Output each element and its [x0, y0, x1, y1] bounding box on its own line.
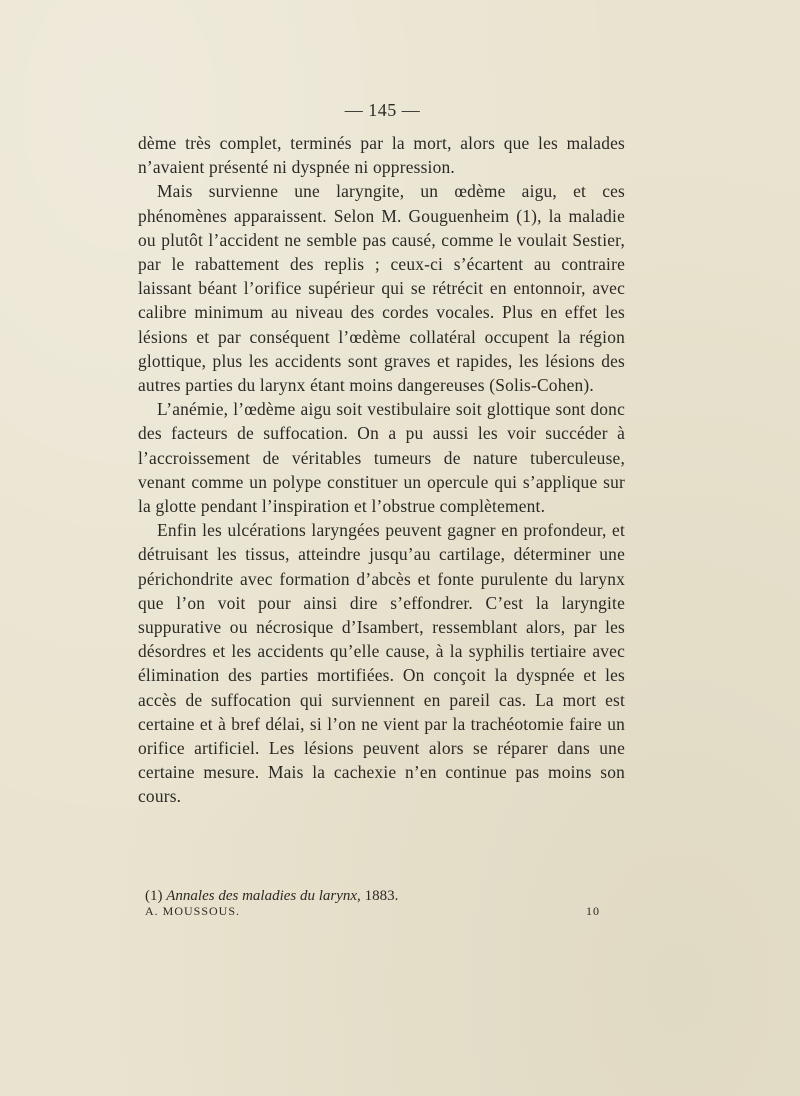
footnote-marker: (1) [145, 888, 163, 904]
page-number: — 145 — [344, 100, 421, 120]
paragraph-laryngite: Mais survienne une laryngite, un œdème aigu, et ces phénomènes apparaissent. Selon M. Gouguenheim (1), la maladie ou plutôt l’accident ne semble pas causé, comme le voulait Sestier, par le rabattement des replis ; ceux-ci s’écartent au contraire laissant béant l’orifice supérieur qui se rétrécit en entonnoir, avec calibre minimum au niveau des cordes vocales. Plus en effet les lésions et par conséquent l’œdème collatéral occupent la région glottique, plus les accidents sont graves et rapides, les lésions des autres parties du larynx étant moins dangereuses (Solis-Cohen). [138, 181, 625, 396]
printer-signature-line [145, 904, 600, 919]
footnote-year: 1883. [364, 888, 399, 904]
paragraph-continuation: dème très complet, terminés par la mort, alors que les malades n’avaient présenté ni dyspnée ni oppression. [138, 133, 625, 178]
signature-author: A. MOUSSOUS. [145, 904, 241, 918]
footnote-source: Annales des maladies du larynx, [166, 888, 361, 904]
paragraph-ulcerations: Enfin les ulcérations laryngées peuvent gagner en profondeur, et détruisant les tissus, atteindre jusqu’au cartilage, déterminer une périchondrite avec formation d’abcès et fonte purulente du larynx que l’on voit pour ainsi dire s’effondrer. C’est la laryngite suppurative ou nécrosique d’Isambert, ressemblant alors, par les désordres et les accidents qu’elle cause, à la syphilis tertiaire avec élimination des parties mortifiées. On conçoit la dyspnée et les accès de suffocation qui surviennent en pareil cas. La mort est certaine et à bref délai, si l’on ne vient par la trachéotomie faire un orifice artificiel. Les lésions peuvent alors se réparer dans une certaine mesure. Mais la cachexie n’en continue pas moins son cours. [138, 520, 625, 807]
body-text [138, 131, 625, 809]
signature-sheet-number: 10 [586, 904, 600, 918]
paragraph-anemie: L’anémie, l’œdème aigu soit vestibulaire soit glottique sont donc des facteurs de suffocation. On a pu aussi les voir succéder à l’accroissement de véritables tumeurs de nature tuberculeuse, venant comme un polype constituer un opercule qui s’applique sur la glotte pendant l’inspiration et l’obstrue complètement. [138, 399, 625, 517]
footnote [145, 886, 625, 906]
